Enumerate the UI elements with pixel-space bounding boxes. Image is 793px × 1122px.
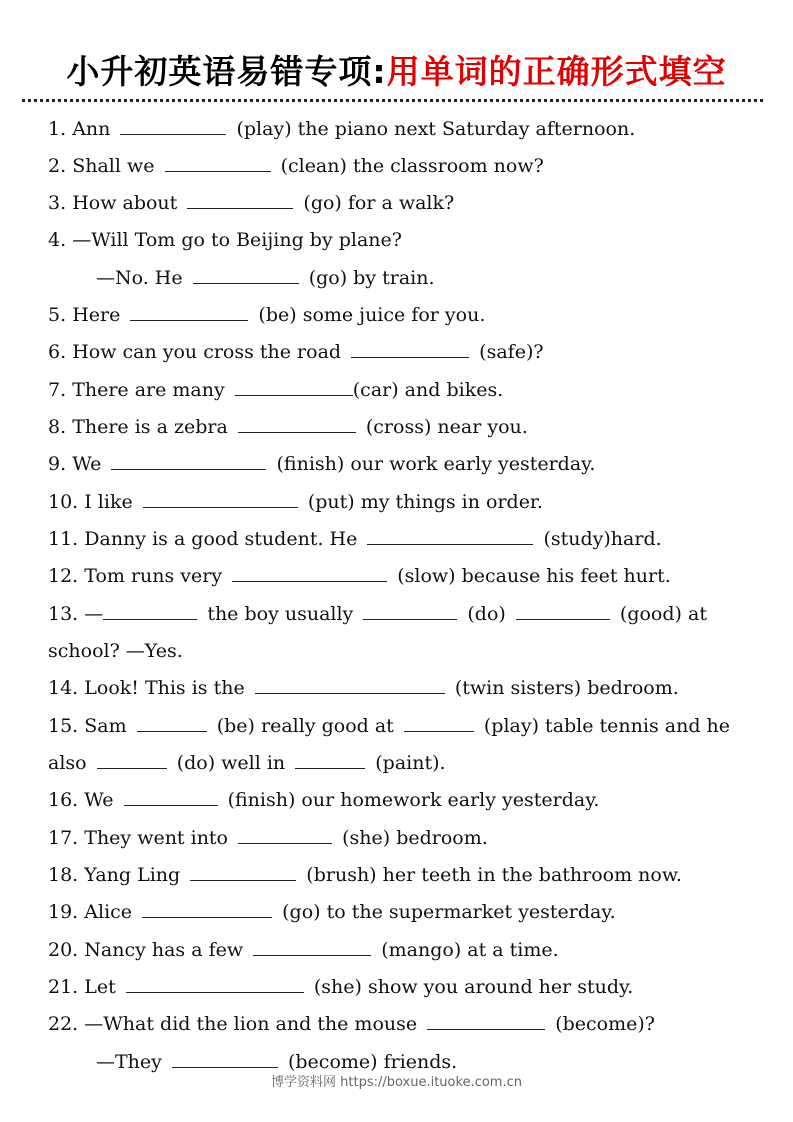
question-text: (twin sisters) bedroom. [454, 677, 679, 699]
question-text: (mango) at a time. [381, 939, 559, 961]
question-text: There are many [72, 379, 225, 401]
question-text: (cross) near you. [365, 416, 528, 438]
question-number: 21. [48, 976, 79, 998]
question-22 [48, 1012, 748, 1036]
question-14 [48, 676, 748, 700]
question-number: 12. [48, 565, 79, 587]
question-text: (she) bedroom. [342, 827, 488, 849]
question-text: (go) by train. [308, 267, 435, 289]
question-text: (brush) her teeth in the bathroom now. [306, 864, 682, 886]
question-text: (play) the piano next Saturday afternoon. [236, 118, 636, 140]
question-text: (do) well in [176, 752, 286, 774]
question-2 [48, 154, 748, 178]
question-4-answer-line [96, 266, 793, 290]
question-number: 9. [48, 453, 67, 475]
question-number: 10. [48, 491, 79, 513]
question-7 [48, 378, 748, 402]
question-text: We [84, 789, 114, 811]
question-number: 20. [48, 939, 79, 961]
question-text: (do) [467, 603, 506, 625]
question-12 [48, 564, 748, 588]
question-number: 15. [48, 715, 79, 737]
question-text: (safe)? [479, 341, 544, 363]
question-text: Here [72, 304, 121, 326]
question-number: 16. [48, 789, 79, 811]
question-text: (finish) our work early yesterday. [276, 453, 596, 475]
question-text: —No. He [96, 267, 183, 289]
question-9 [48, 452, 748, 476]
question-text: (go) for a walk? [303, 192, 455, 214]
question-text: (put) my things in order. [307, 491, 543, 513]
answer-blank[interactable] [516, 602, 610, 620]
question-text: Look! This is the [84, 677, 245, 699]
question-text: —They [96, 1051, 162, 1073]
question-text: the boy usually [207, 603, 354, 625]
title-prefix: 小升初英语易错专项: [66, 52, 387, 91]
question-text: How about [72, 192, 178, 214]
answer-blank[interactable] [137, 714, 207, 732]
title-topic: 用单词的正确形式填空 [386, 52, 727, 91]
question-13 [48, 602, 748, 626]
question-text: (slow) because his feet hurt. [397, 565, 671, 587]
question-16 [48, 788, 748, 812]
question-8 [48, 415, 748, 439]
question-text: They went into [84, 827, 228, 849]
question-text: Let [84, 976, 116, 998]
question-6 [48, 340, 748, 364]
question-number: 13. [48, 603, 79, 625]
answer-blank[interactable] [238, 415, 356, 433]
dotted-divider [22, 99, 763, 102]
question-text: Ann [72, 118, 111, 140]
question-number: 22. [48, 1013, 79, 1035]
question-text: (clean) the classroom now? [280, 155, 544, 177]
question-text: —Will Tom go to Beijing by plane? [72, 229, 402, 251]
answer-blank[interactable] [165, 154, 271, 172]
answer-blank[interactable] [97, 751, 167, 769]
question-20 [48, 938, 748, 962]
answer-blank[interactable] [295, 751, 365, 769]
question-15-continued [48, 751, 748, 775]
question-15 [48, 714, 748, 738]
question-4 [48, 228, 748, 252]
answer-blank[interactable] [235, 378, 353, 396]
question-text: I like [84, 491, 133, 513]
answer-blank[interactable] [363, 602, 457, 620]
question-21 [48, 975, 748, 999]
answer-blank[interactable] [120, 117, 226, 135]
question-text: (study)hard. [543, 528, 662, 550]
question-text: Tom runs very [84, 565, 223, 587]
answer-blank[interactable] [193, 266, 299, 284]
question-number: 8. [48, 416, 67, 438]
question-text: —What did the lion and the mouse [84, 1013, 418, 1035]
question-text: Shall we [72, 155, 155, 177]
question-13-continued [48, 639, 748, 663]
question-text: (play) table tennis and he [483, 715, 731, 737]
question-3 [48, 191, 748, 215]
question-number: 17. [48, 827, 79, 849]
question-number: 4. [48, 229, 67, 251]
question-17 [48, 826, 748, 850]
answer-blank[interactable] [238, 826, 332, 844]
question-number: 5. [48, 304, 67, 326]
question-11 [48, 527, 748, 551]
question-number: 7. [48, 379, 67, 401]
question-number: 3. [48, 192, 67, 214]
question-10 [48, 490, 748, 514]
question-text: Yang Ling [84, 864, 181, 886]
answer-blank[interactable] [103, 602, 197, 620]
question-text: (become)? [555, 1013, 655, 1035]
question-number: 11. [48, 528, 79, 550]
answer-blank[interactable] [143, 490, 298, 508]
question-text: (paint). [375, 752, 446, 774]
answer-blank[interactable] [427, 1012, 545, 1030]
answer-blank[interactable] [190, 863, 296, 881]
question-number: 19. [48, 901, 79, 923]
question-number: 14. [48, 677, 79, 699]
answer-blank[interactable] [255, 676, 445, 694]
answer-blank[interactable] [111, 452, 266, 470]
question-text: (finish) our homework early yesterday. [227, 789, 600, 811]
question-text: There is a zebra [72, 416, 228, 438]
question-text: (she) show you around her study. [313, 976, 634, 998]
question-1 [48, 117, 748, 141]
question-text: — [84, 603, 104, 625]
question-text: (be) some juice for you. [258, 304, 486, 326]
question-text: Sam [84, 715, 127, 737]
answer-blank[interactable] [172, 1050, 278, 1068]
question-18 [48, 863, 748, 887]
question-text: How can you cross the road [72, 341, 342, 363]
answer-blank[interactable] [187, 191, 293, 209]
question-text: Nancy has a few [84, 939, 244, 961]
answer-blank[interactable] [253, 938, 371, 956]
question-text: (good) at [619, 603, 707, 625]
question-text: (car) and bikes. [352, 379, 504, 401]
question-text: school? —Yes. [48, 640, 183, 662]
question-number: 1. [48, 118, 67, 140]
question-text: We [72, 453, 102, 475]
question-text: (become) friends. [287, 1051, 458, 1073]
answer-blank[interactable] [367, 527, 533, 545]
question-text: (go) to the supermarket yesterday. [282, 901, 616, 923]
answer-blank[interactable] [142, 900, 272, 918]
question-number: 6. [48, 341, 67, 363]
answer-blank[interactable] [126, 975, 304, 993]
answer-blank[interactable] [351, 340, 469, 358]
question-number: 18. [48, 864, 79, 886]
footer-source: 博学资料网 https://boxue.ituoke.com.cn [271, 1075, 522, 1090]
question-text: also [48, 752, 87, 774]
answer-blank[interactable] [232, 564, 387, 582]
page-title [0, 46, 793, 93]
answer-blank[interactable] [124, 788, 218, 806]
answer-blank[interactable] [130, 303, 248, 321]
question-19 [48, 900, 748, 924]
question-text: (be) really good at [216, 715, 394, 737]
question-text: Alice [84, 901, 133, 923]
answer-blank[interactable] [404, 714, 474, 732]
question-text: Danny is a good student. He [84, 528, 358, 550]
question-number: 2. [48, 155, 67, 177]
question-5 [48, 303, 748, 327]
